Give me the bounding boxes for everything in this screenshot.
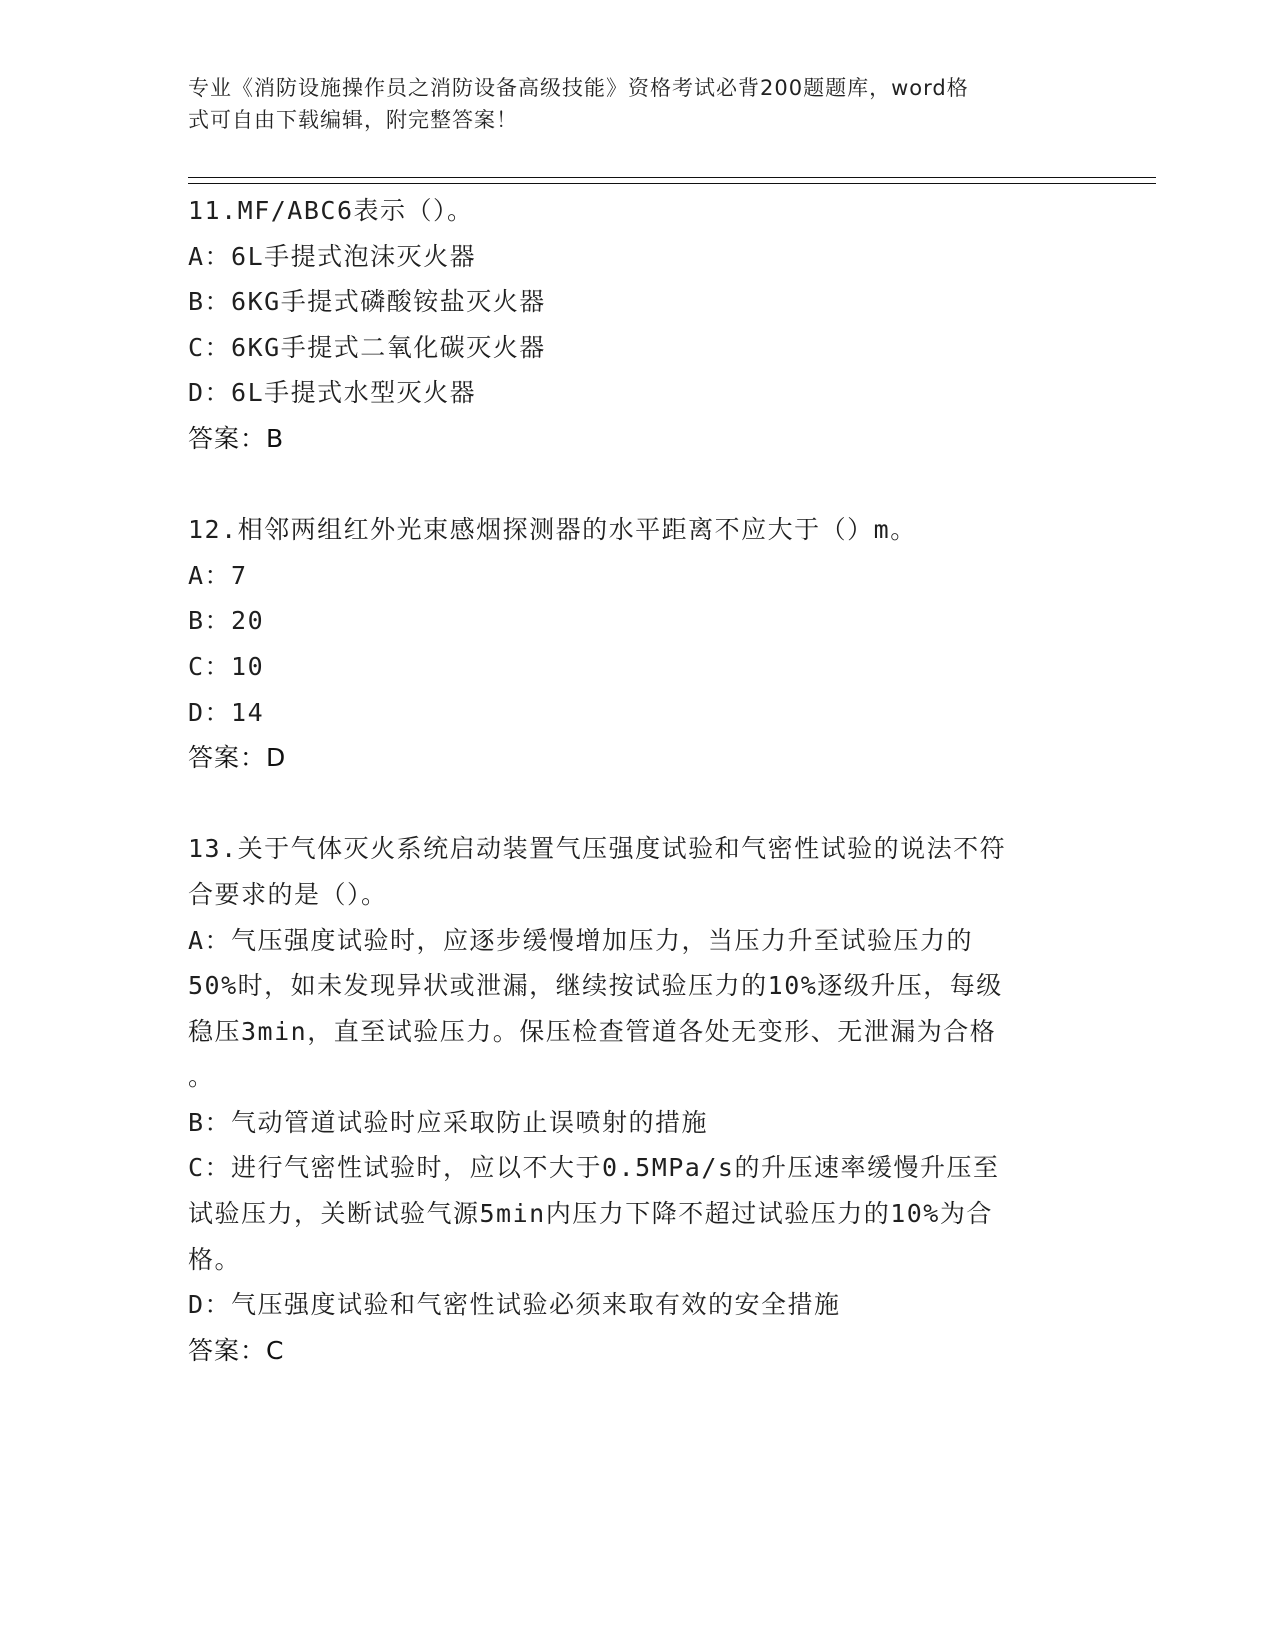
header-line-1: 专业《消防设施操作员之消防设备高级技能》资格考试必背200题题库，word格	[188, 76, 969, 100]
header-rule-top	[188, 177, 1156, 178]
question-spacer	[188, 781, 1078, 827]
header-line-2: 式可自由下载编辑，附完整答案！	[188, 108, 518, 132]
header-rule-bottom	[188, 183, 1156, 184]
answer-label: 答案：C	[188, 1335, 285, 1365]
option-c-line-2: 试验压力，关断试验气源5min内压力下降不超过试验压力的10%为合	[188, 1199, 993, 1229]
option-b: B：气动管道试验时应采取防止误喷射的措施	[188, 1107, 709, 1137]
question-stem: 12.相邻两组红外光束感烟探测器的水平距离不应大于（）m。	[188, 515, 917, 545]
option-d: D：6L手提式水型灭火器	[188, 378, 477, 408]
question-stem: 11.MF/ABC6表示（）。	[188, 196, 474, 225]
option-a-line-1: A：气压强度试验时，应逐步缓慢增加压力，当压力升至试验压力的	[188, 925, 974, 955]
question-12	[188, 507, 1078, 781]
question-11	[188, 188, 1078, 462]
option-b: B：6KG手提式磷酸铵盐灭火器	[188, 287, 546, 317]
option-d: D：14	[188, 697, 265, 727]
option-a: A：6L手提式泡沫灭火器	[188, 241, 477, 271]
option-a: A：7	[188, 560, 248, 590]
option-c-line-3: 格。	[188, 1244, 242, 1274]
option-c: C：10	[188, 651, 265, 681]
option-a-line-4: 。	[188, 1062, 215, 1092]
option-c: C：6KG手提式二氧化碳灭火器	[188, 332, 546, 362]
question-list	[188, 188, 1078, 1373]
option-c-line-1: C：进行气密性试验时，应以不大于0.5MPa/s的升压速率缓慢升压至	[188, 1153, 1000, 1183]
option-b: B：20	[188, 606, 265, 636]
option-a-line-2: 50%时，如未发现异状或泄漏，继续按试验压力的10%逐级升压，每级	[188, 971, 1003, 1001]
question-stem-line-2: 合要求的是（）。	[188, 879, 388, 909]
option-d: D：气压强度试验和气密性试验必须来取有效的安全措施	[188, 1290, 841, 1320]
question-13	[188, 826, 1078, 1373]
question-spacer	[188, 462, 1078, 508]
answer-label: 答案：B	[188, 423, 285, 453]
document-header	[188, 72, 1068, 136]
option-a-line-3: 稳压3min，直至试验压力。保压检查管道各处无变形、无泄漏为合格	[188, 1016, 997, 1046]
question-stem-line-1: 13.关于气体灭火系统启动装置气压强度试验和气密性试验的说法不符	[188, 834, 1007, 864]
answer-label: 答案：D	[188, 743, 287, 773]
